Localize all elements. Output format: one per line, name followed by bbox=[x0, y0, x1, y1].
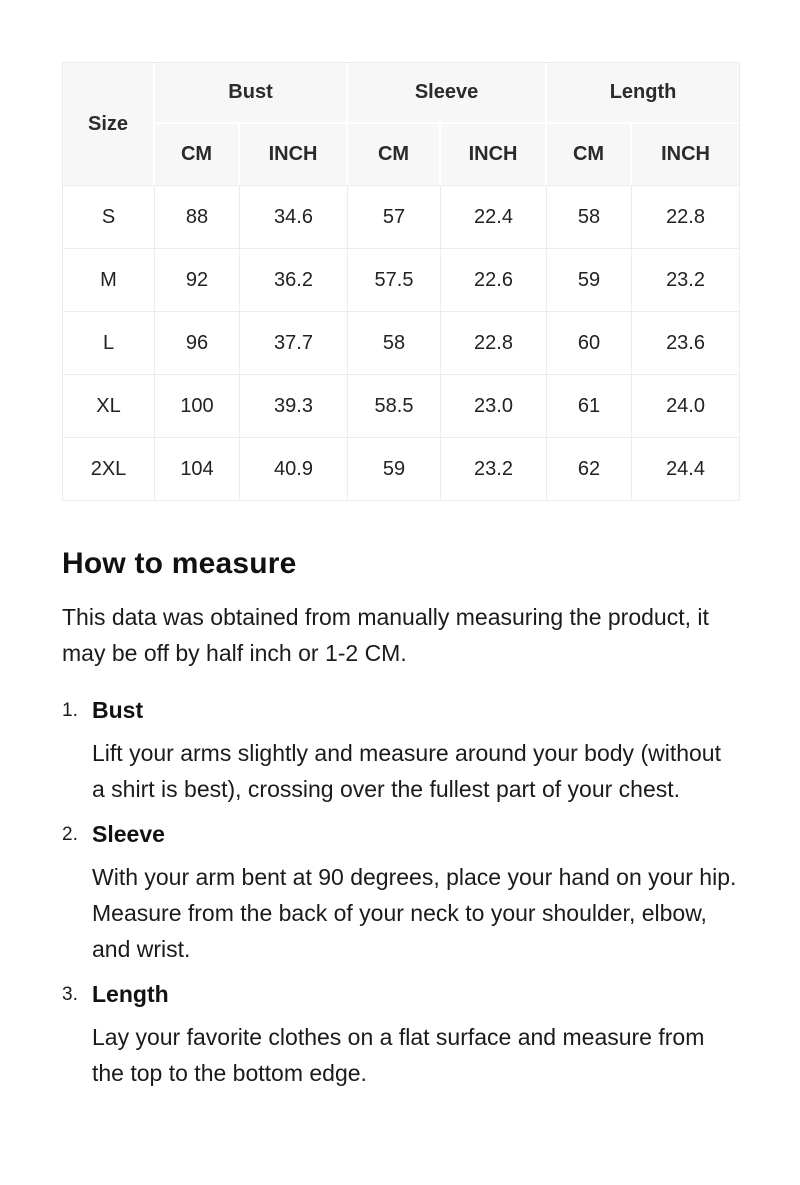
table-cell: 62 bbox=[547, 437, 632, 500]
unit-header-sleeve-cm: CM bbox=[348, 124, 441, 185]
table-cell: 58.5 bbox=[348, 374, 441, 437]
table-cell: 58 bbox=[547, 185, 632, 248]
table-cell: 39.3 bbox=[240, 374, 348, 437]
table-cell: 59 bbox=[547, 248, 632, 311]
table-row-xl bbox=[63, 374, 739, 437]
unit-header-bust-inch: INCH bbox=[240, 124, 348, 185]
table-cell: 22.4 bbox=[441, 185, 547, 248]
table-cell: 37.7 bbox=[240, 311, 348, 374]
size-chart-table bbox=[62, 62, 740, 501]
size-label: 2XL bbox=[63, 437, 155, 500]
table-row-l bbox=[63, 311, 739, 374]
step-title-length: Length bbox=[92, 981, 169, 1007]
table-cell: 57 bbox=[348, 185, 441, 248]
table-cell: 23.6 bbox=[632, 311, 739, 374]
table-cell: 61 bbox=[547, 374, 632, 437]
unit-header-length-inch: INCH bbox=[632, 124, 739, 185]
column-header-length: Length bbox=[547, 63, 739, 124]
table-cell: 59 bbox=[348, 437, 441, 500]
table-cell: 24.0 bbox=[632, 374, 739, 437]
step-number: 2. bbox=[62, 824, 78, 845]
table-cell: 100 bbox=[155, 374, 240, 437]
table-cell: 22.8 bbox=[632, 185, 739, 248]
unit-header-sleeve-inch: INCH bbox=[441, 124, 547, 185]
unit-header-bust-cm: CM bbox=[155, 124, 240, 185]
table-cell: 40.9 bbox=[240, 437, 348, 500]
unit-header-length-cm: CM bbox=[547, 124, 632, 185]
step-description-sleeve: With your arm bent at 90 degrees, place your hand on your hip. Measure from the back of your neck to your shoulder, elbow, and wrist. bbox=[92, 864, 737, 962]
measure-steps-list bbox=[62, 697, 738, 1091]
table-cell: 36.2 bbox=[240, 248, 348, 311]
table-cell: 58 bbox=[348, 311, 441, 374]
table-cell: 60 bbox=[547, 311, 632, 374]
table-row-m bbox=[63, 248, 739, 311]
column-header-size: Size bbox=[63, 63, 155, 185]
step-title-sleeve: Sleeve bbox=[92, 821, 165, 847]
size-label: S bbox=[63, 185, 155, 248]
column-header-bust: Bust bbox=[155, 63, 348, 124]
how-to-measure-heading: How to measure bbox=[62, 547, 297, 580]
step-description-length: Lay your favorite clothes on a flat surface and measure from the top to the bottom edge. bbox=[92, 1024, 705, 1086]
size-label: XL bbox=[63, 374, 155, 437]
table-row-s bbox=[63, 185, 739, 248]
how-to-measure-intro: This data was obtained from manually measuring the product, it may be off by half inch or 1-2 CM. bbox=[62, 604, 709, 666]
table-cell: 92 bbox=[155, 248, 240, 311]
table-cell: 24.4 bbox=[632, 437, 739, 500]
table-cell: 23.2 bbox=[632, 248, 739, 311]
table-cell: 23.2 bbox=[441, 437, 547, 500]
size-label: M bbox=[63, 248, 155, 311]
table-cell: 88 bbox=[155, 185, 240, 248]
size-label: L bbox=[63, 311, 155, 374]
table-cell: 23.0 bbox=[441, 374, 547, 437]
list-item-sleeve bbox=[62, 821, 738, 967]
list-item-bust bbox=[62, 697, 738, 807]
step-number: 3. bbox=[62, 984, 78, 1005]
table-cell: 22.6 bbox=[441, 248, 547, 311]
list-item-length bbox=[62, 981, 738, 1091]
table-row-2xl bbox=[63, 437, 739, 500]
column-header-sleeve: Sleeve bbox=[348, 63, 547, 124]
step-title-bust: Bust bbox=[92, 697, 144, 723]
table-cell: 22.8 bbox=[441, 311, 547, 374]
table-cell: 34.6 bbox=[240, 185, 348, 248]
table-cell: 104 bbox=[155, 437, 240, 500]
step-description-bust: Lift your arms slightly and measure around your body (without a shirt is best), crossing over the fullest part of your chest. bbox=[92, 740, 721, 802]
table-cell: 96 bbox=[155, 311, 240, 374]
step-number: 1. bbox=[62, 700, 78, 721]
table-cell: 57.5 bbox=[348, 248, 441, 311]
